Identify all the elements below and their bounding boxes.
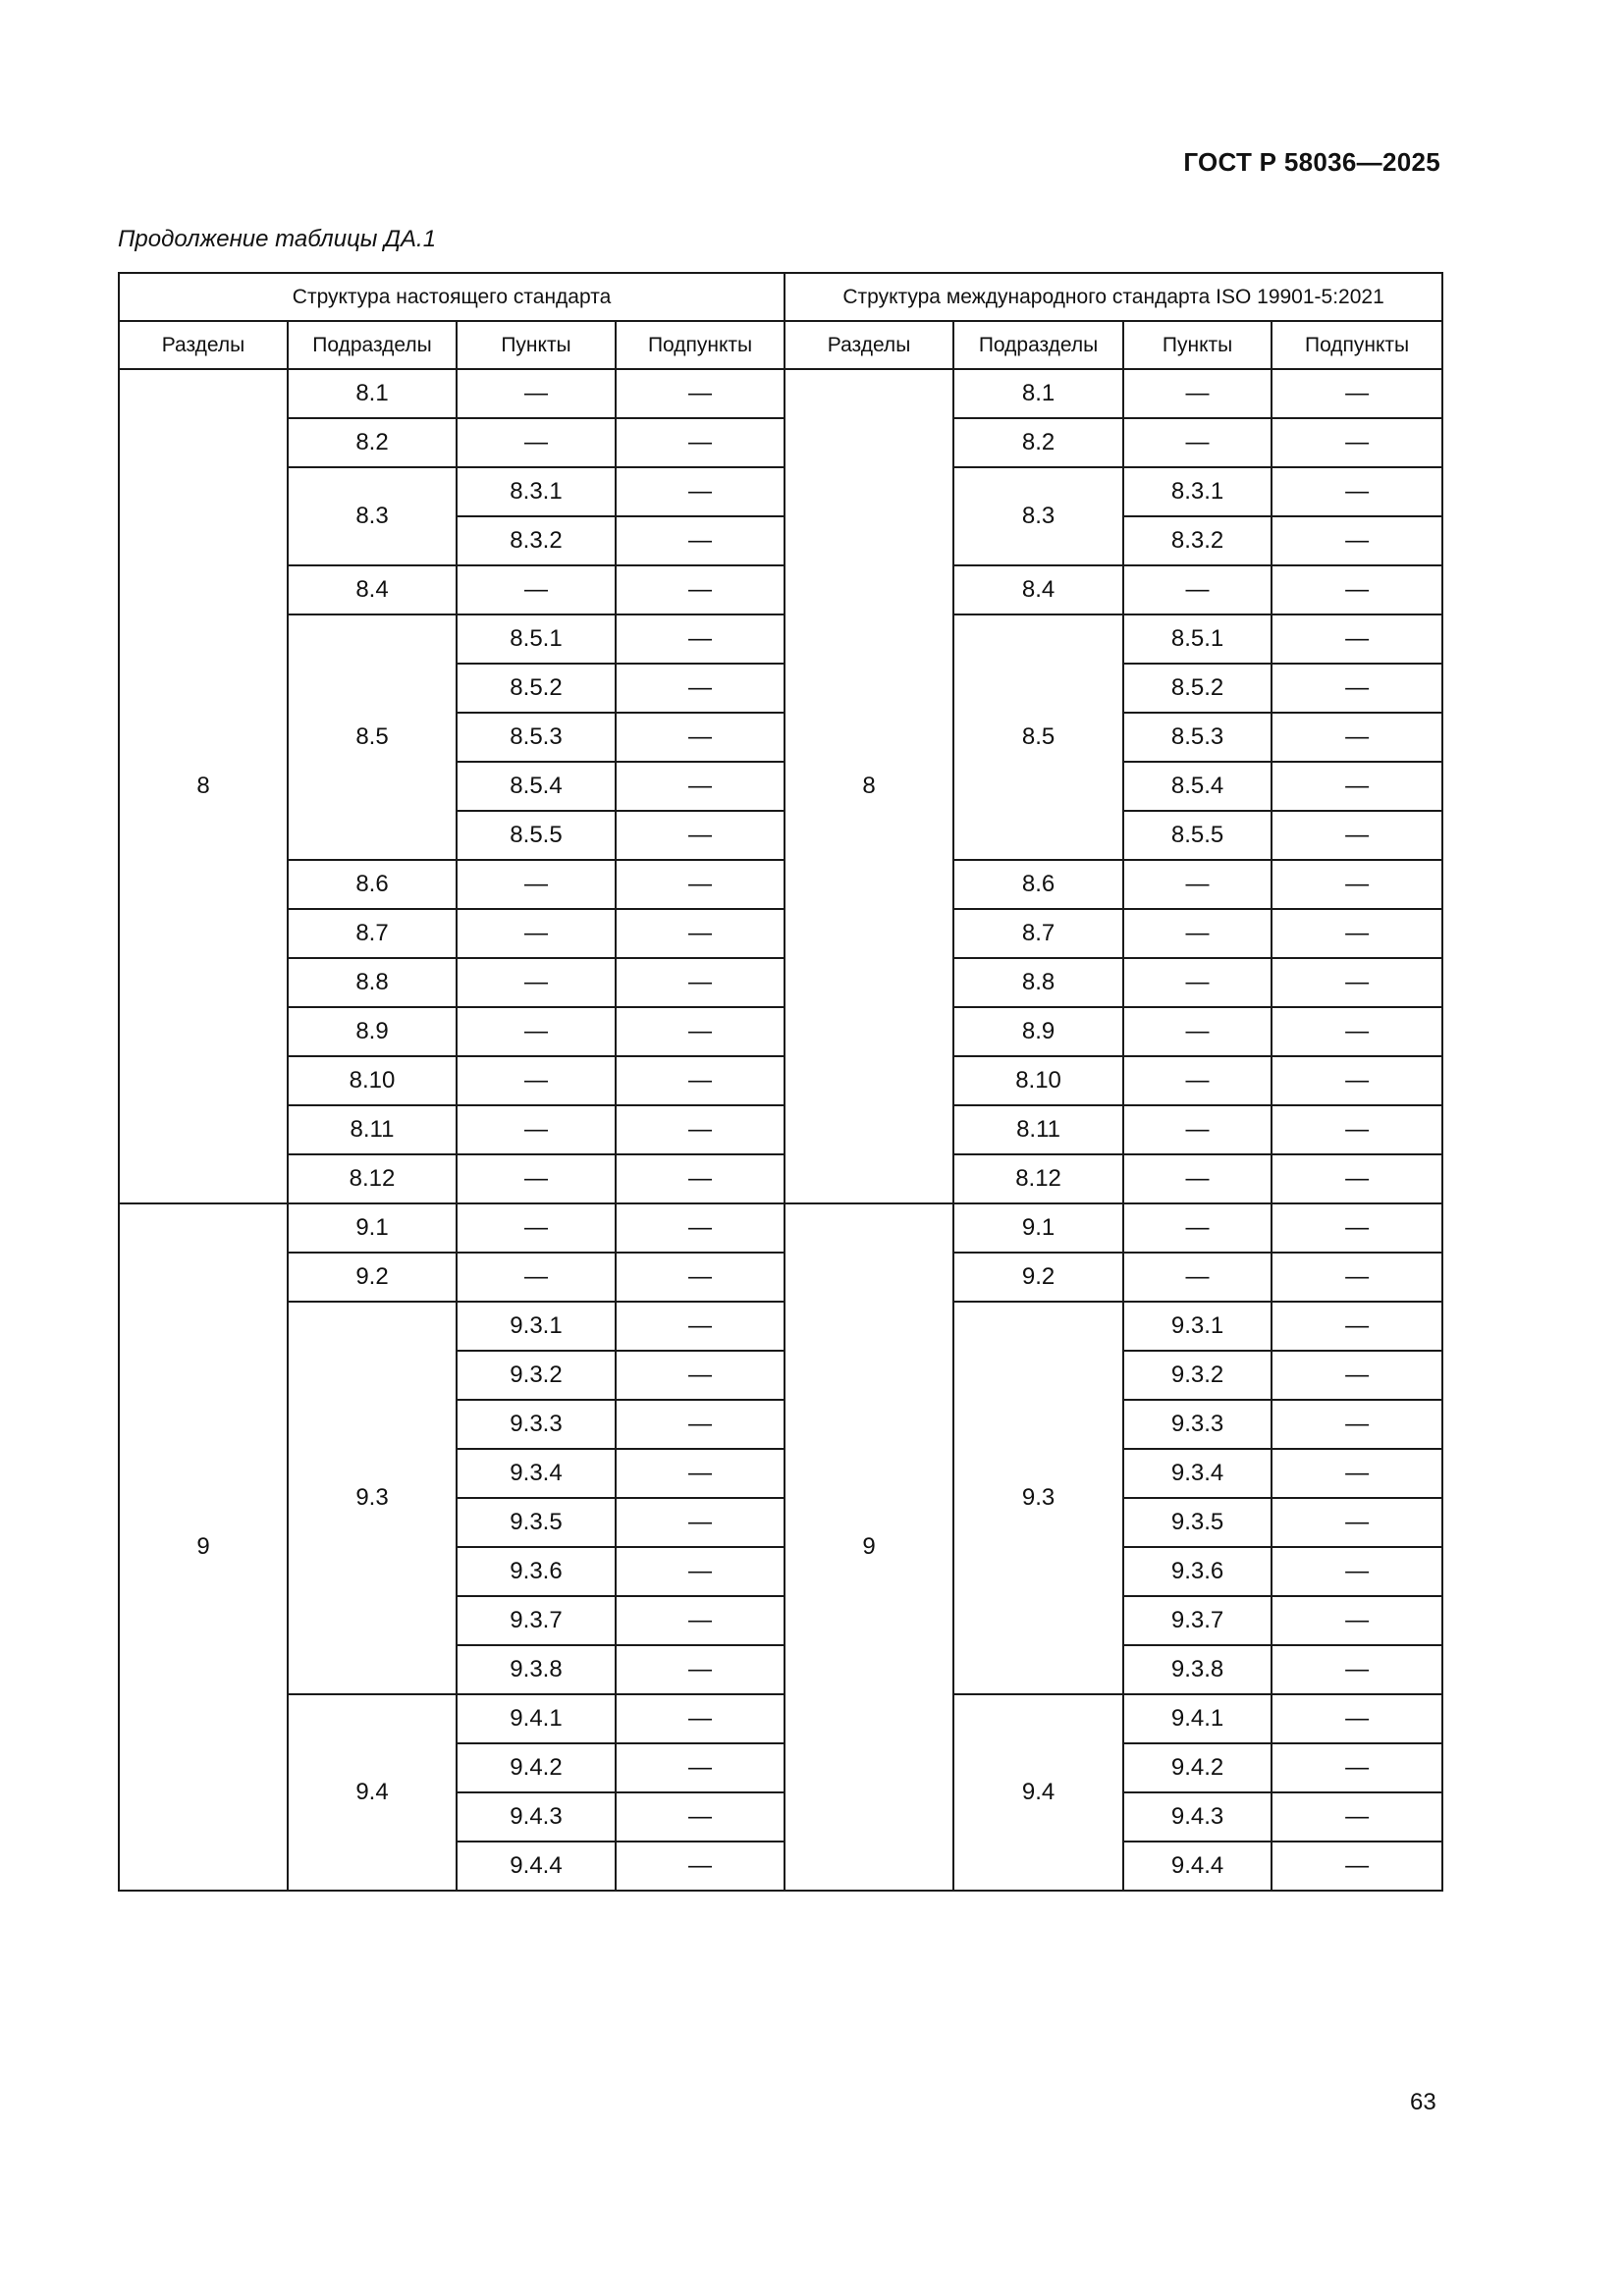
table-row bbox=[119, 467, 1442, 516]
table-caption: Продолжение таблицы ДА.1 bbox=[118, 226, 437, 252]
subclause-cell: — bbox=[1272, 958, 1442, 1007]
subsection-cell: 9.2 bbox=[953, 1253, 1123, 1302]
subclause-cell: — bbox=[1272, 565, 1442, 614]
clause-cell: 9.3.5 bbox=[1123, 1498, 1272, 1547]
clause-cell: 8.5.3 bbox=[1123, 713, 1272, 762]
subclause-cell: — bbox=[616, 467, 785, 516]
subsection-cell: 8.2 bbox=[288, 418, 457, 467]
table-row bbox=[119, 1007, 1442, 1056]
clause-cell: — bbox=[1123, 1203, 1272, 1253]
subsection-cell: 8.12 bbox=[953, 1154, 1123, 1203]
subsection-cell: 9.2 bbox=[288, 1253, 457, 1302]
clause-cell: 9.4.4 bbox=[457, 1842, 616, 1891]
clause-cell: — bbox=[1123, 1154, 1272, 1203]
table-row bbox=[119, 1056, 1442, 1105]
clause-cell: 9.4.4 bbox=[1123, 1842, 1272, 1891]
table-body bbox=[119, 369, 1442, 1891]
subsection-cell: 8.7 bbox=[288, 909, 457, 958]
subclause-cell: — bbox=[1272, 1154, 1442, 1203]
clause-cell: 8.5.5 bbox=[457, 811, 616, 860]
subclause-cell: — bbox=[1272, 762, 1442, 811]
subclause-cell: — bbox=[1272, 614, 1442, 664]
subsection-cell: 9.3 bbox=[953, 1302, 1123, 1694]
subsection-cell: 9.4 bbox=[288, 1694, 457, 1891]
subclause-cell: — bbox=[1272, 1547, 1442, 1596]
clause-cell: — bbox=[1123, 369, 1272, 418]
column-header-sections: Разделы bbox=[119, 321, 288, 369]
clause-cell: 9.4.1 bbox=[457, 1694, 616, 1743]
table-row bbox=[119, 1105, 1442, 1154]
subsection-cell: 8.3 bbox=[288, 467, 457, 565]
subclause-cell: — bbox=[1272, 1743, 1442, 1792]
subclause-cell: — bbox=[1272, 1056, 1442, 1105]
table-row bbox=[119, 1694, 1442, 1743]
clause-cell: 8.3.2 bbox=[1123, 516, 1272, 565]
subclause-cell: — bbox=[616, 860, 785, 909]
column-header-subclauses: Подпункты bbox=[616, 321, 785, 369]
clause-cell: 8.5.2 bbox=[1123, 664, 1272, 713]
clause-cell: — bbox=[457, 909, 616, 958]
subclause-cell: — bbox=[616, 1105, 785, 1154]
subclause-cell: — bbox=[616, 762, 785, 811]
subclause-cell: — bbox=[616, 1302, 785, 1351]
clause-cell: — bbox=[457, 1007, 616, 1056]
clause-cell: 9.3.4 bbox=[457, 1449, 616, 1498]
clause-cell: 9.3.8 bbox=[457, 1645, 616, 1694]
subclause-cell: — bbox=[1272, 1596, 1442, 1645]
subsection-cell: 8.5 bbox=[953, 614, 1123, 860]
table-row bbox=[119, 1154, 1442, 1203]
subclause-cell: — bbox=[616, 565, 785, 614]
clause-cell: — bbox=[1123, 565, 1272, 614]
subsection-cell: 8.4 bbox=[953, 565, 1123, 614]
subclause-cell: — bbox=[1272, 369, 1442, 418]
column-header-clauses: Пункты bbox=[457, 321, 616, 369]
clause-cell: 9.3.3 bbox=[457, 1400, 616, 1449]
clause-cell: — bbox=[457, 1105, 616, 1154]
subsection-cell: 8.8 bbox=[288, 958, 457, 1007]
subclause-cell: — bbox=[1272, 811, 1442, 860]
table-row bbox=[119, 1203, 1442, 1253]
clause-cell: 9.3.6 bbox=[457, 1547, 616, 1596]
clause-cell: 9.3.5 bbox=[457, 1498, 616, 1547]
clause-cell: 9.3.8 bbox=[1123, 1645, 1272, 1694]
clause-cell: — bbox=[1123, 909, 1272, 958]
subclause-cell: — bbox=[616, 1154, 785, 1203]
subclause-cell: — bbox=[1272, 418, 1442, 467]
table-row bbox=[119, 614, 1442, 664]
clause-cell: 9.4.3 bbox=[457, 1792, 616, 1842]
subclause-cell: — bbox=[1272, 1302, 1442, 1351]
clause-cell: 9.3.1 bbox=[1123, 1302, 1272, 1351]
subclause-cell: — bbox=[616, 418, 785, 467]
clause-cell: 8.5.2 bbox=[457, 664, 616, 713]
subsection-cell: 9.3 bbox=[288, 1302, 457, 1694]
column-header-sections: Разделы bbox=[785, 321, 953, 369]
subsection-cell: 8.8 bbox=[953, 958, 1123, 1007]
subclause-cell: — bbox=[616, 1547, 785, 1596]
subsection-cell: 8.2 bbox=[953, 418, 1123, 467]
subclause-cell: — bbox=[616, 1056, 785, 1105]
subclause-cell: — bbox=[1272, 664, 1442, 713]
subclause-cell: — bbox=[1272, 516, 1442, 565]
group-header-international: Структура международного стандарта ISO 19901-5:2021 bbox=[785, 273, 1442, 321]
subclause-cell: — bbox=[1272, 1449, 1442, 1498]
clause-cell: — bbox=[1123, 958, 1272, 1007]
subclause-cell: — bbox=[1272, 1351, 1442, 1400]
subsection-cell: 8.10 bbox=[953, 1056, 1123, 1105]
document-code: ГОСТ Р 58036—2025 bbox=[1183, 147, 1440, 177]
subclause-cell: — bbox=[616, 1792, 785, 1842]
clause-cell: 9.4.1 bbox=[1123, 1694, 1272, 1743]
section-cell: 8 bbox=[119, 369, 288, 1203]
clause-cell: 9.3.7 bbox=[457, 1596, 616, 1645]
clause-cell: — bbox=[1123, 1253, 1272, 1302]
clause-cell: — bbox=[457, 1253, 616, 1302]
section-cell: 9 bbox=[785, 1203, 953, 1891]
subsection-cell: 9.4 bbox=[953, 1694, 1123, 1891]
subclause-cell: — bbox=[616, 811, 785, 860]
subclause-cell: — bbox=[1272, 1007, 1442, 1056]
subclause-cell: — bbox=[1272, 860, 1442, 909]
clause-cell: — bbox=[457, 1056, 616, 1105]
clause-cell: 9.3.4 bbox=[1123, 1449, 1272, 1498]
clause-cell: — bbox=[1123, 860, 1272, 909]
subclause-cell: — bbox=[616, 1203, 785, 1253]
clause-cell: 8.5.3 bbox=[457, 713, 616, 762]
clause-cell: — bbox=[457, 565, 616, 614]
subclause-cell: — bbox=[616, 369, 785, 418]
subclause-cell: — bbox=[616, 1694, 785, 1743]
group-header-national: Структура настоящего стандарта bbox=[119, 273, 785, 321]
structure-comparison-table bbox=[118, 272, 1443, 1892]
subsection-cell: 8.4 bbox=[288, 565, 457, 614]
table-row bbox=[119, 418, 1442, 467]
table-row bbox=[119, 1253, 1442, 1302]
table-row bbox=[119, 958, 1442, 1007]
subclause-cell: — bbox=[616, 614, 785, 664]
column-header-subsections: Подразделы bbox=[288, 321, 457, 369]
subclause-cell: — bbox=[1272, 1842, 1442, 1891]
subsection-cell: 8.6 bbox=[953, 860, 1123, 909]
subclause-cell: — bbox=[1272, 1792, 1442, 1842]
subclause-cell: — bbox=[616, 1842, 785, 1891]
subclause-cell: — bbox=[1272, 1253, 1442, 1302]
clause-cell: 8.3.1 bbox=[1123, 467, 1272, 516]
subclause-cell: — bbox=[1272, 1645, 1442, 1694]
subsection-cell: 8.1 bbox=[288, 369, 457, 418]
clause-cell: 8.3.1 bbox=[457, 467, 616, 516]
subclause-cell: — bbox=[1272, 1498, 1442, 1547]
subclause-cell: — bbox=[1272, 1203, 1442, 1253]
clause-cell: — bbox=[457, 860, 616, 909]
clause-cell: 9.3.3 bbox=[1123, 1400, 1272, 1449]
subsection-cell: 8.11 bbox=[288, 1105, 457, 1154]
clause-cell: 9.3.2 bbox=[457, 1351, 616, 1400]
subclause-cell: — bbox=[616, 1449, 785, 1498]
subsection-cell: 8.3 bbox=[953, 467, 1123, 565]
clause-cell: 9.3.6 bbox=[1123, 1547, 1272, 1596]
subclause-cell: — bbox=[616, 516, 785, 565]
subsection-cell: 8.9 bbox=[288, 1007, 457, 1056]
subclause-cell: — bbox=[1272, 467, 1442, 516]
clause-cell: — bbox=[457, 958, 616, 1007]
subsection-cell: 8.10 bbox=[288, 1056, 457, 1105]
section-cell: 8 bbox=[785, 369, 953, 1203]
subsection-cell: 9.1 bbox=[953, 1203, 1123, 1253]
table-row bbox=[119, 860, 1442, 909]
clause-cell: 8.5.4 bbox=[1123, 762, 1272, 811]
subclause-cell: — bbox=[1272, 909, 1442, 958]
table-row bbox=[119, 369, 1442, 418]
clause-cell: 9.4.2 bbox=[457, 1743, 616, 1792]
table-row bbox=[119, 565, 1442, 614]
subclause-cell: — bbox=[1272, 713, 1442, 762]
subclause-cell: — bbox=[616, 1400, 785, 1449]
clause-cell: — bbox=[457, 418, 616, 467]
clause-cell: 9.4.2 bbox=[1123, 1743, 1272, 1792]
clause-cell: — bbox=[1123, 418, 1272, 467]
clause-cell: 9.3.7 bbox=[1123, 1596, 1272, 1645]
clause-cell: 8.5.5 bbox=[1123, 811, 1272, 860]
clause-cell: — bbox=[1123, 1056, 1272, 1105]
clause-cell: 9.3.2 bbox=[1123, 1351, 1272, 1400]
subsection-cell: 9.1 bbox=[288, 1203, 457, 1253]
subsection-cell: 8.6 bbox=[288, 860, 457, 909]
subsection-cell: 8.1 bbox=[953, 369, 1123, 418]
column-header-subclauses: Подпункты bbox=[1272, 321, 1442, 369]
subsection-cell: 8.12 bbox=[288, 1154, 457, 1203]
subclause-cell: — bbox=[616, 1596, 785, 1645]
section-cell: 9 bbox=[119, 1203, 288, 1891]
column-header-subsections: Подразделы bbox=[953, 321, 1123, 369]
subclause-cell: — bbox=[1272, 1105, 1442, 1154]
subclause-cell: — bbox=[616, 1007, 785, 1056]
subclause-cell: — bbox=[616, 958, 785, 1007]
page-number: 63 bbox=[1410, 2089, 1436, 2115]
subclause-cell: — bbox=[1272, 1400, 1442, 1449]
subsection-cell: 8.5 bbox=[288, 614, 457, 860]
clause-cell: 8.3.2 bbox=[457, 516, 616, 565]
clause-cell: 8.5.1 bbox=[1123, 614, 1272, 664]
clause-cell: — bbox=[457, 1203, 616, 1253]
subsection-cell: 8.11 bbox=[953, 1105, 1123, 1154]
subclause-cell: — bbox=[616, 1351, 785, 1400]
clause-cell: 9.4.3 bbox=[1123, 1792, 1272, 1842]
clause-cell: — bbox=[1123, 1105, 1272, 1154]
clause-cell: — bbox=[457, 1154, 616, 1203]
clause-cell: 8.5.4 bbox=[457, 762, 616, 811]
subclause-cell: — bbox=[616, 713, 785, 762]
subsection-cell: 8.9 bbox=[953, 1007, 1123, 1056]
clause-cell: — bbox=[1123, 1007, 1272, 1056]
subclause-cell: — bbox=[616, 1253, 785, 1302]
subclause-cell: — bbox=[616, 1743, 785, 1792]
table-row bbox=[119, 909, 1442, 958]
clause-cell: — bbox=[457, 369, 616, 418]
subclause-cell: — bbox=[616, 664, 785, 713]
subclause-cell: — bbox=[616, 1498, 785, 1547]
subclause-cell: — bbox=[1272, 1694, 1442, 1743]
subsection-cell: 8.7 bbox=[953, 909, 1123, 958]
clause-cell: 8.5.1 bbox=[457, 614, 616, 664]
subclause-cell: — bbox=[616, 909, 785, 958]
column-header-clauses: Пункты bbox=[1123, 321, 1272, 369]
table-row bbox=[119, 1302, 1442, 1351]
subclause-cell: — bbox=[616, 1645, 785, 1694]
clause-cell: 9.3.1 bbox=[457, 1302, 616, 1351]
